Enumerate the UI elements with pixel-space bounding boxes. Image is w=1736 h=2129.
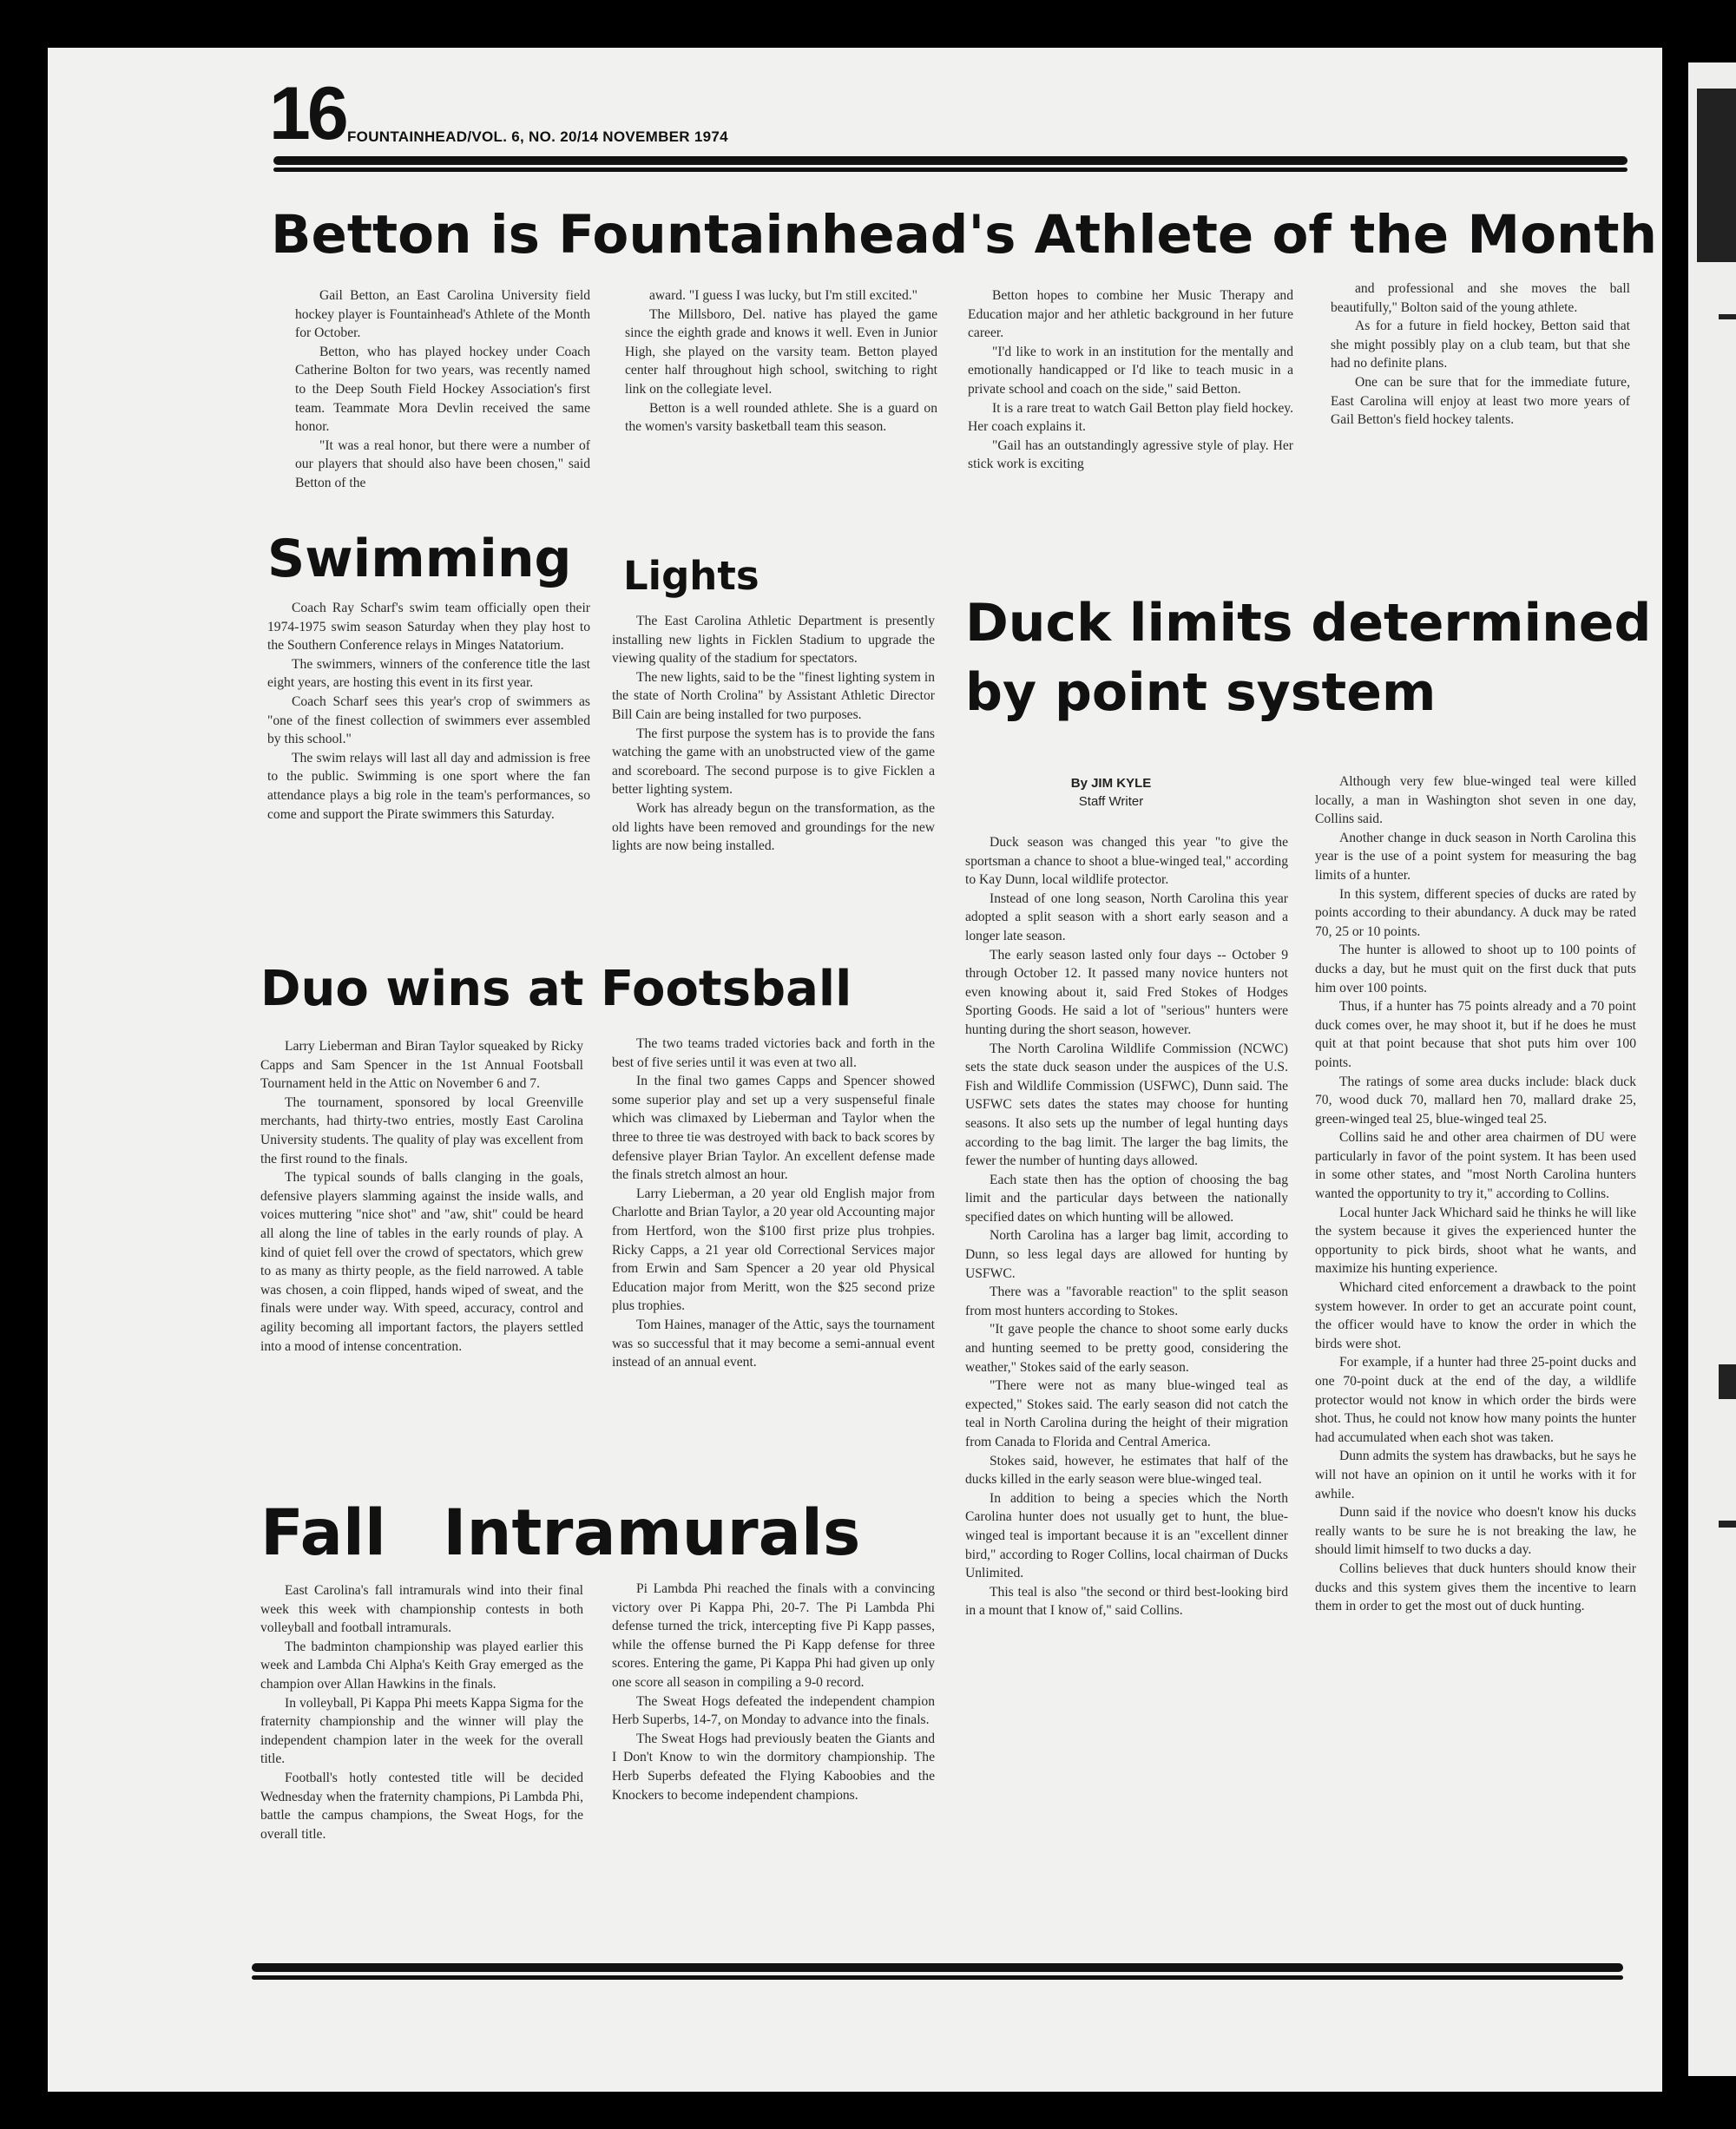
paragraph: The hunter is allowed to shoot up to 100 points of ducks a day, but he must quit on the first duck that puts him over 100 points. (1315, 943, 1636, 996)
paragraph: Football's hotly contested title will be decided Wednesday when the fraternity champions, Pi Lambda Phi, battle the campus champions, the Sweat Hogs, for the overall title. (260, 1770, 583, 1842)
betton-column-1 (295, 286, 590, 521)
top-rule-underline (273, 168, 1628, 172)
duck-column-2 (1315, 772, 1636, 1946)
intramurals-column-2 (612, 1580, 935, 1935)
paragraph: The North Carolina Wildlife Commission (NCWC) sets the state duck season under the auspices of the U.S. Fish and Wildlife Commission (USFWC), Dunn said. The USFWC sets dates the states may choose for hunting seasons. It also sets up the number of legal hunting days according to the bag limit. The larger the bag limits, the fewer the number of hunting days allowed. (965, 1041, 1288, 1169)
paragraph: In addition to being a species which the North Carolina hunter does not usually get to hunt, the blue-winged teal is important because it is an "excellent dinner bird," according to Roger Collins, local chairman of Ducks Unlimited. (965, 1490, 1288, 1581)
paragraph: Stokes said, however, he estimates that half of the ducks killed in the early season were blue-winged teal. (965, 1453, 1288, 1488)
paragraph: Betton hopes to combine her Music Therapy and Education major and her athletic background in her future career. (968, 288, 1293, 341)
paragraph: Another change in duck season in North Carolina this year is the use of a point system for measuring the bag limits of a hunter. (1315, 830, 1636, 883)
byline (1007, 774, 1215, 811)
footsball-column-1 (260, 1037, 583, 1506)
paragraph: It is a rare treat to watch Gail Betton play field hockey. Her coach explains it. (968, 400, 1293, 435)
betton-column-2 (625, 286, 937, 521)
paragraph: Work has already begun on the transformation, as the old lights have been removed and groundings for the new lights are now being installed. (612, 800, 935, 854)
bottom-rule-underline (252, 1975, 1623, 1980)
lights-column (612, 612, 935, 950)
page-number: 16 (269, 72, 345, 155)
paragraph: Larry Lieberman, a 20 year old English major from Charlotte and Brian Taylor, a 20 year old Accounting major from Hertford, won the $100 first prize plus trohpies. Ricky Capps, a 21 year old Correctional Services major from Erwin and Sam Spencer a 20 year old Physical Education major from Meritt, won the $25 second prize plus trophies. (612, 1186, 935, 1314)
paragraph: and professional and she moves the ball beautifully," Bolton said of the young athlete. (1331, 281, 1630, 315)
lights-headline: Lights (623, 553, 760, 599)
paragraph: The East Carolina Athletic Department is presently installing new lights in Ficklen Stadium to upgrade the viewing quality of the stadium for spectators. (612, 614, 935, 667)
paragraph: Dunn said if the novice who doesn't know his ducks really wants to be sure he is not breaking the law, he should limit himself to two ducks a day. (1315, 1505, 1636, 1558)
paragraph: As for a future in field hockey, Betton said that she might possibly play on a club team, but that she had no definite plans. (1331, 319, 1630, 371)
paragraph: Betton is a well rounded athlete. She is a guard on the women's varsity basketball team this season. (625, 400, 937, 435)
paragraph: In volleyball, Pi Kappa Phi meets Kappa Sigma for the fraternity championship and the winner will play the independent champion later in the week for the overall title. (260, 1695, 583, 1767)
duck-column-1 (965, 833, 1288, 1946)
paragraph: Collins believes that duck hunters should know their ducks and this system gives them the incentive to learn them in order to get the most out of duck hunting. (1315, 1561, 1636, 1614)
paragraph: Betton, who has played hockey under Coach Catherine Bolton for two years, was recently named to the Deep South Field Hockey Association's first team. Teammate Mora Devlin received the same honor. (295, 344, 590, 435)
paragraph: The two teams traded victories back and forth in the best of five series until it was even at two all. (612, 1036, 935, 1070)
paragraph: Whichard cited enforcement a drawback to the point system however. In order to get an accurate point count, the officer would have to know the order in which the birds were shot. (1315, 1280, 1636, 1351)
bottom-rule (252, 1963, 1623, 1972)
paragraph: award. "I guess I was lucky, but I'm still excited." (649, 288, 918, 303)
top-rule (273, 156, 1628, 165)
byline-title: Staff Writer (1078, 794, 1144, 809)
paragraph: The tournament, sponsored by local Greenville merchants, had thirty-two entries, mostly East Carolina University students. The quality of play was excellent from the first round to the finals. (260, 1094, 583, 1166)
paragraph: In this system, different species of ducks are rated by points according to their abundancy. A duck may be rated 70, 25 or 10 points. (1315, 886, 1636, 939)
paragraph: Coach Scharf sees this year's crop of swimmers as "one of the finest collection of swimmers ever assembled by this school." (267, 693, 590, 747)
paragraph: Tom Haines, manager of the Attic, says the tournament was so successful that it may become a semi-annual event instead of an annual event. (612, 1317, 935, 1370)
paragraph: The swimmers, winners of the conference title the last eight years, are hosting this event in its first year. (267, 656, 590, 691)
paragraph: The badminton championship was played earlier this week and Lambda Chi Alpha's Keith Gray emerged as the champion over Allan Hawkins in the finals. (260, 1639, 583, 1692)
duck-headline-line-1: Duck limits determined (965, 593, 1652, 654)
paragraph: Although very few blue-winged teal were killed locally, a man in Washington shot seven in one day, Collins said. (1315, 774, 1636, 827)
paragraph: For example, if a hunter had three 25-point ducks and one 70-point duck at the end of the day, a wildlife protector would not know in which order the birds were shot. Thus, he could not know how many points the hunter had accumulated when each shot was taken. (1315, 1355, 1636, 1445)
paragraph: This teal is also "the second or third best-looking bird in a mount that I know of," said Collins. (965, 1584, 1288, 1619)
adjacent-page-strip (1688, 62, 1736, 2076)
paragraph: The Millsboro, Del. native has played the game since the eighth grade and knows it well. Even in Junior High, she played on the varsity team. Betton played center half throughout high school, switching to right link on the collegiate level. (625, 306, 937, 397)
paragraph: Each state then has the option of choosing the bag limit and the particular days between the nationally specified dates on which hunting will be allowed. (965, 1172, 1288, 1225)
paragraph: "It was a real honor, but there were a number of our players that should also have been chosen," said Betton of the (295, 437, 590, 490)
intramurals-headline: Fall Intramurals (260, 1496, 861, 1570)
paragraph: Instead of one long season, North Carolina this year adopted a split season with a short early season and a longer late season. (965, 890, 1288, 943)
betton-column-4 (1331, 279, 1630, 496)
issue-line: FOUNTAINHEAD/VOL. 6, NO. 20/14 NOVEMBER 1974 (347, 128, 728, 145)
intramurals-column-1 (260, 1581, 583, 1937)
paragraph: Coach Ray Scharf's swim team officially open their 1974-1975 swim season Saturday when they play host to the Southern Conference relays in Minges Natatorium. (267, 601, 590, 654)
paragraph: Pi Lambda Phi reached the finals with a convincing victory over Pi Kappa Phi, 20-7. The Pi Lambda Phi defense turned the trick, intercepting five Pi Kapp passes, while the offense burned the Pi Kapp defense for three scores. Entering the game, Pi Kappa Phi had given up only one score all season in compiling a 9-0 record. (612, 1581, 935, 1690)
paragraph: The ratings of some area ducks include: black duck 70, wood duck 70, mallard hen 70, mallard drake 25, green-winged teal 25, blue-winged teal 25. (1315, 1074, 1636, 1127)
footsball-column-2 (612, 1035, 935, 1503)
paragraph: Larry Lieberman and Biran Taylor squeaked by Ricky Capps and Sam Spencer in the 1st Annual Footsball Tournament held in the Attic on November 6 and 7. (260, 1039, 583, 1092)
paragraph: In the final two games Capps and Spencer showed some superior play and set up a very suspenseful finale which was climaxed by Lieberman and Taylor when the three to three tie was destroyed with back to back scores by defensive player Brian Taylor. An excellent defense made the finals stretch almost an hour. (612, 1074, 935, 1183)
swimming-column (267, 599, 590, 950)
paragraph: The typical sounds of balls clanging in the goals, defensive players slamming against the inside walls, and voices muttering "nice shot" and "aw, shit" could be heard all along the line of tables in the early rounds of play. A kind of quiet fell over the crowd of spectators, which grew to as many as thirty people, as the field narrowed. A table was chosen, a coin flipped, hands wiped of sweat, and the finals were under way. With speed, accuracy, control and agility becoming all important factors, the players settled into a mood of intense concentration. (260, 1170, 583, 1354)
paragraph: The Sweat Hogs defeated the independent champion Herb Superbs, 14-7, on Monday to advance into the finals. (612, 1693, 935, 1728)
betton-column-3 (968, 286, 1293, 503)
paragraph: "It gave people the chance to shoot some early ducks and hunting seemed to be pretty good, considering the weather," Stokes said of the early season. (965, 1322, 1288, 1375)
paragraph: Duck season was changed this year "to give the sportsman a chance to shoot a blue-winged teal," according to Kay Dunn, local wildlife protector. (965, 835, 1288, 888)
paragraph: Dunn admits the system has drawbacks, but he says he will not have an opinion on it until he works with it for awhile. (1315, 1449, 1636, 1501)
paragraph: "I'd like to work in an institution for the mentally and emotionally handicapped or I'd like to teach music in a private school and coach on the side," said Betton. (968, 344, 1293, 397)
paragraph: North Carolina has a larger bag limit, according to Dunn, so less legal days are allowed for hunting by USFWC. (965, 1228, 1288, 1281)
swimming-headline: Swimming (267, 529, 572, 589)
footsball-headline: Duo wins at Footsball (260, 961, 852, 1017)
duck-headline-line-2: by point system (965, 662, 1437, 723)
paragraph: East Carolina's fall intramurals wind into their final week this week with championship contests in both volleyball and football intramurals. (260, 1583, 583, 1636)
paragraph: The first purpose the system has is to provide the fans watching the game with an unobstructed view of the game and scoreboard. The second purpose is to give Ficklen a better lighting system. (612, 726, 935, 798)
paragraph: "There were not as many blue-winged teal as expected," Stokes said. The early season did not catch the teal in North Carolina during the height of their migration from Canada to Florida and Central America. (965, 1378, 1288, 1449)
paragraph: The Sweat Hogs had previously beaten the Giants and I Don't Know to win the dormitory championship. The Herb Superbs defeated the Flying Kaboobies and the Knockers to become independent champions. (612, 1731, 935, 1803)
paragraph: Collins said he and other area chairmen of DU were particularly in favor of the point system. It has been used in some other states, and "most North Carolina hunters wanted the opportunity to try it," according to Collins. (1315, 1130, 1636, 1202)
betton-headline: Betton is Fountainhead's Athlete of the Month (271, 204, 1658, 266)
paragraph: Thus, if a hunter has 75 points already and a 70 point duck comes over, he may shoot it, but if he does he must quit at that point because that shot puts him over 100 points. (1315, 999, 1636, 1070)
paragraph: Local hunter Jack Whichard said he thinks he will like the system because it gives the experienced hunter the opportunity to pick birds, shoot what he wants, and maximize his hunting experience. (1315, 1205, 1636, 1277)
paragraph: The early season lasted only four days -- October 9 through October 12. It passed many novice hunters not even knowing about it, said Fred Stokes of Hodges Sporting Goods. He said a lot of "serious" hunters were hunting during the short season, however. (965, 947, 1288, 1037)
paragraph: There was a "favorable reaction" to the split season from most hunters according to Stokes. (965, 1285, 1288, 1318)
paragraph: The swim relays will last all day and admission is free to the public. Swimming is one sport where the fan attendance plays a big role in the team's performances, so come and support the Pirate swimmers this Saturday. (267, 750, 590, 822)
paragraph: "Gail has an outstandingly agressive style of play. Her stick work is exciting (968, 437, 1293, 472)
paragraph: Gail Betton, an East Carolina University field hockey player is Fountainhead's Athlete of the Month for October. (295, 288, 590, 341)
paragraph: The new lights, said to be the "finest lighting system in the state of North Crolina" by Assistant Athletic Director Bill Cain are being installed for two purposes. (612, 669, 935, 722)
paragraph: One can be sure that for the immediate future, East Carolina will enjoy at least two more years of Gail Betton's field hockey talents. (1331, 374, 1630, 428)
byline-name: By JIM KYLE (1070, 776, 1152, 791)
